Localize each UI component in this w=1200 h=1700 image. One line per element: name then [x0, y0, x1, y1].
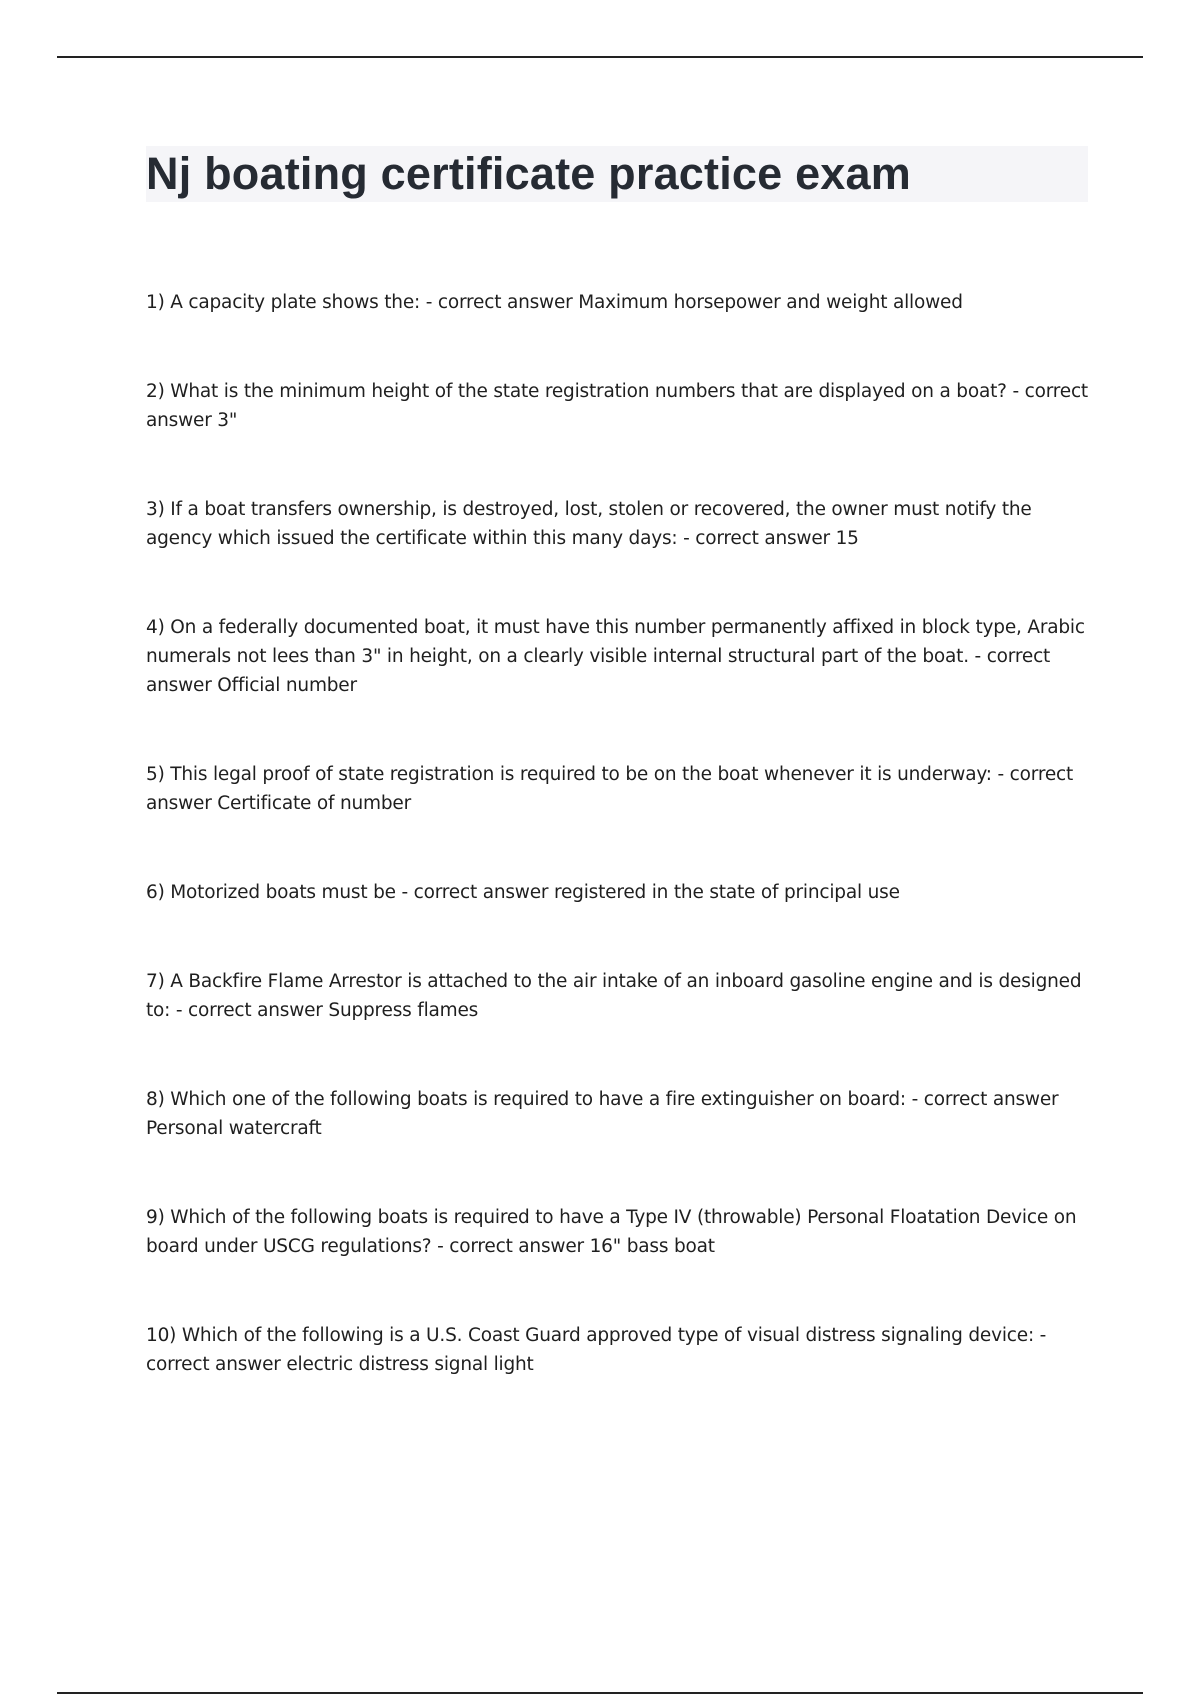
question-item: 6) Motorized boats must be - correct answer registered in the state of principal use — [146, 882, 900, 903]
page-title: Nj boating certificate practice exam — [146, 148, 911, 199]
question-list — [146, 288, 1088, 1439]
question-item: 5) This legal proof of state registration is required to be on the boat whenever it is underway: - correct answer Certificate of number — [146, 764, 1074, 814]
question-item: 10) Which of the following is a U.S. Coast Guard approved type of visual distress signaling device: - correct answer electric distress signal light — [146, 1325, 1047, 1375]
question-item: 1) A capacity plate shows the: - correct answer Maximum horsepower and weight allowed — [146, 292, 963, 313]
question-item: 3) If a boat transfers ownership, is destroyed, lost, stolen or recovered, the owner must notify the agency which issued the certificate within this many days: - correct answer 15 — [146, 499, 1032, 549]
question-item: 2) What is the minimum height of the state registration numbers that are displayed on a boat? - correct answer 3" — [146, 381, 1088, 431]
footer-rule — [57, 1692, 1143, 1694]
question-item: 7) A Backfire Flame Arrestor is attached to the air intake of an inboard gasoline engine and is designed to: - correct answer Suppress flames — [146, 971, 1082, 1021]
header-rule — [57, 56, 1143, 58]
question-item: 8) Which one of the following boats is required to have a fire extinguisher on board: - correct answer Personal watercraft — [146, 1089, 1059, 1139]
question-item: 9) Which of the following boats is required to have a Type IV (throwable) Personal Floatation Device on board under USCG regulations? - correct answer 16" bass boat — [146, 1207, 1077, 1257]
question-item: 4) On a federally documented boat, it must have this number permanently affixed in block type, Arabic numerals not lees than 3" in height, on a clearly visible internal structural part of the boat. - correct answer Official number — [146, 617, 1085, 696]
